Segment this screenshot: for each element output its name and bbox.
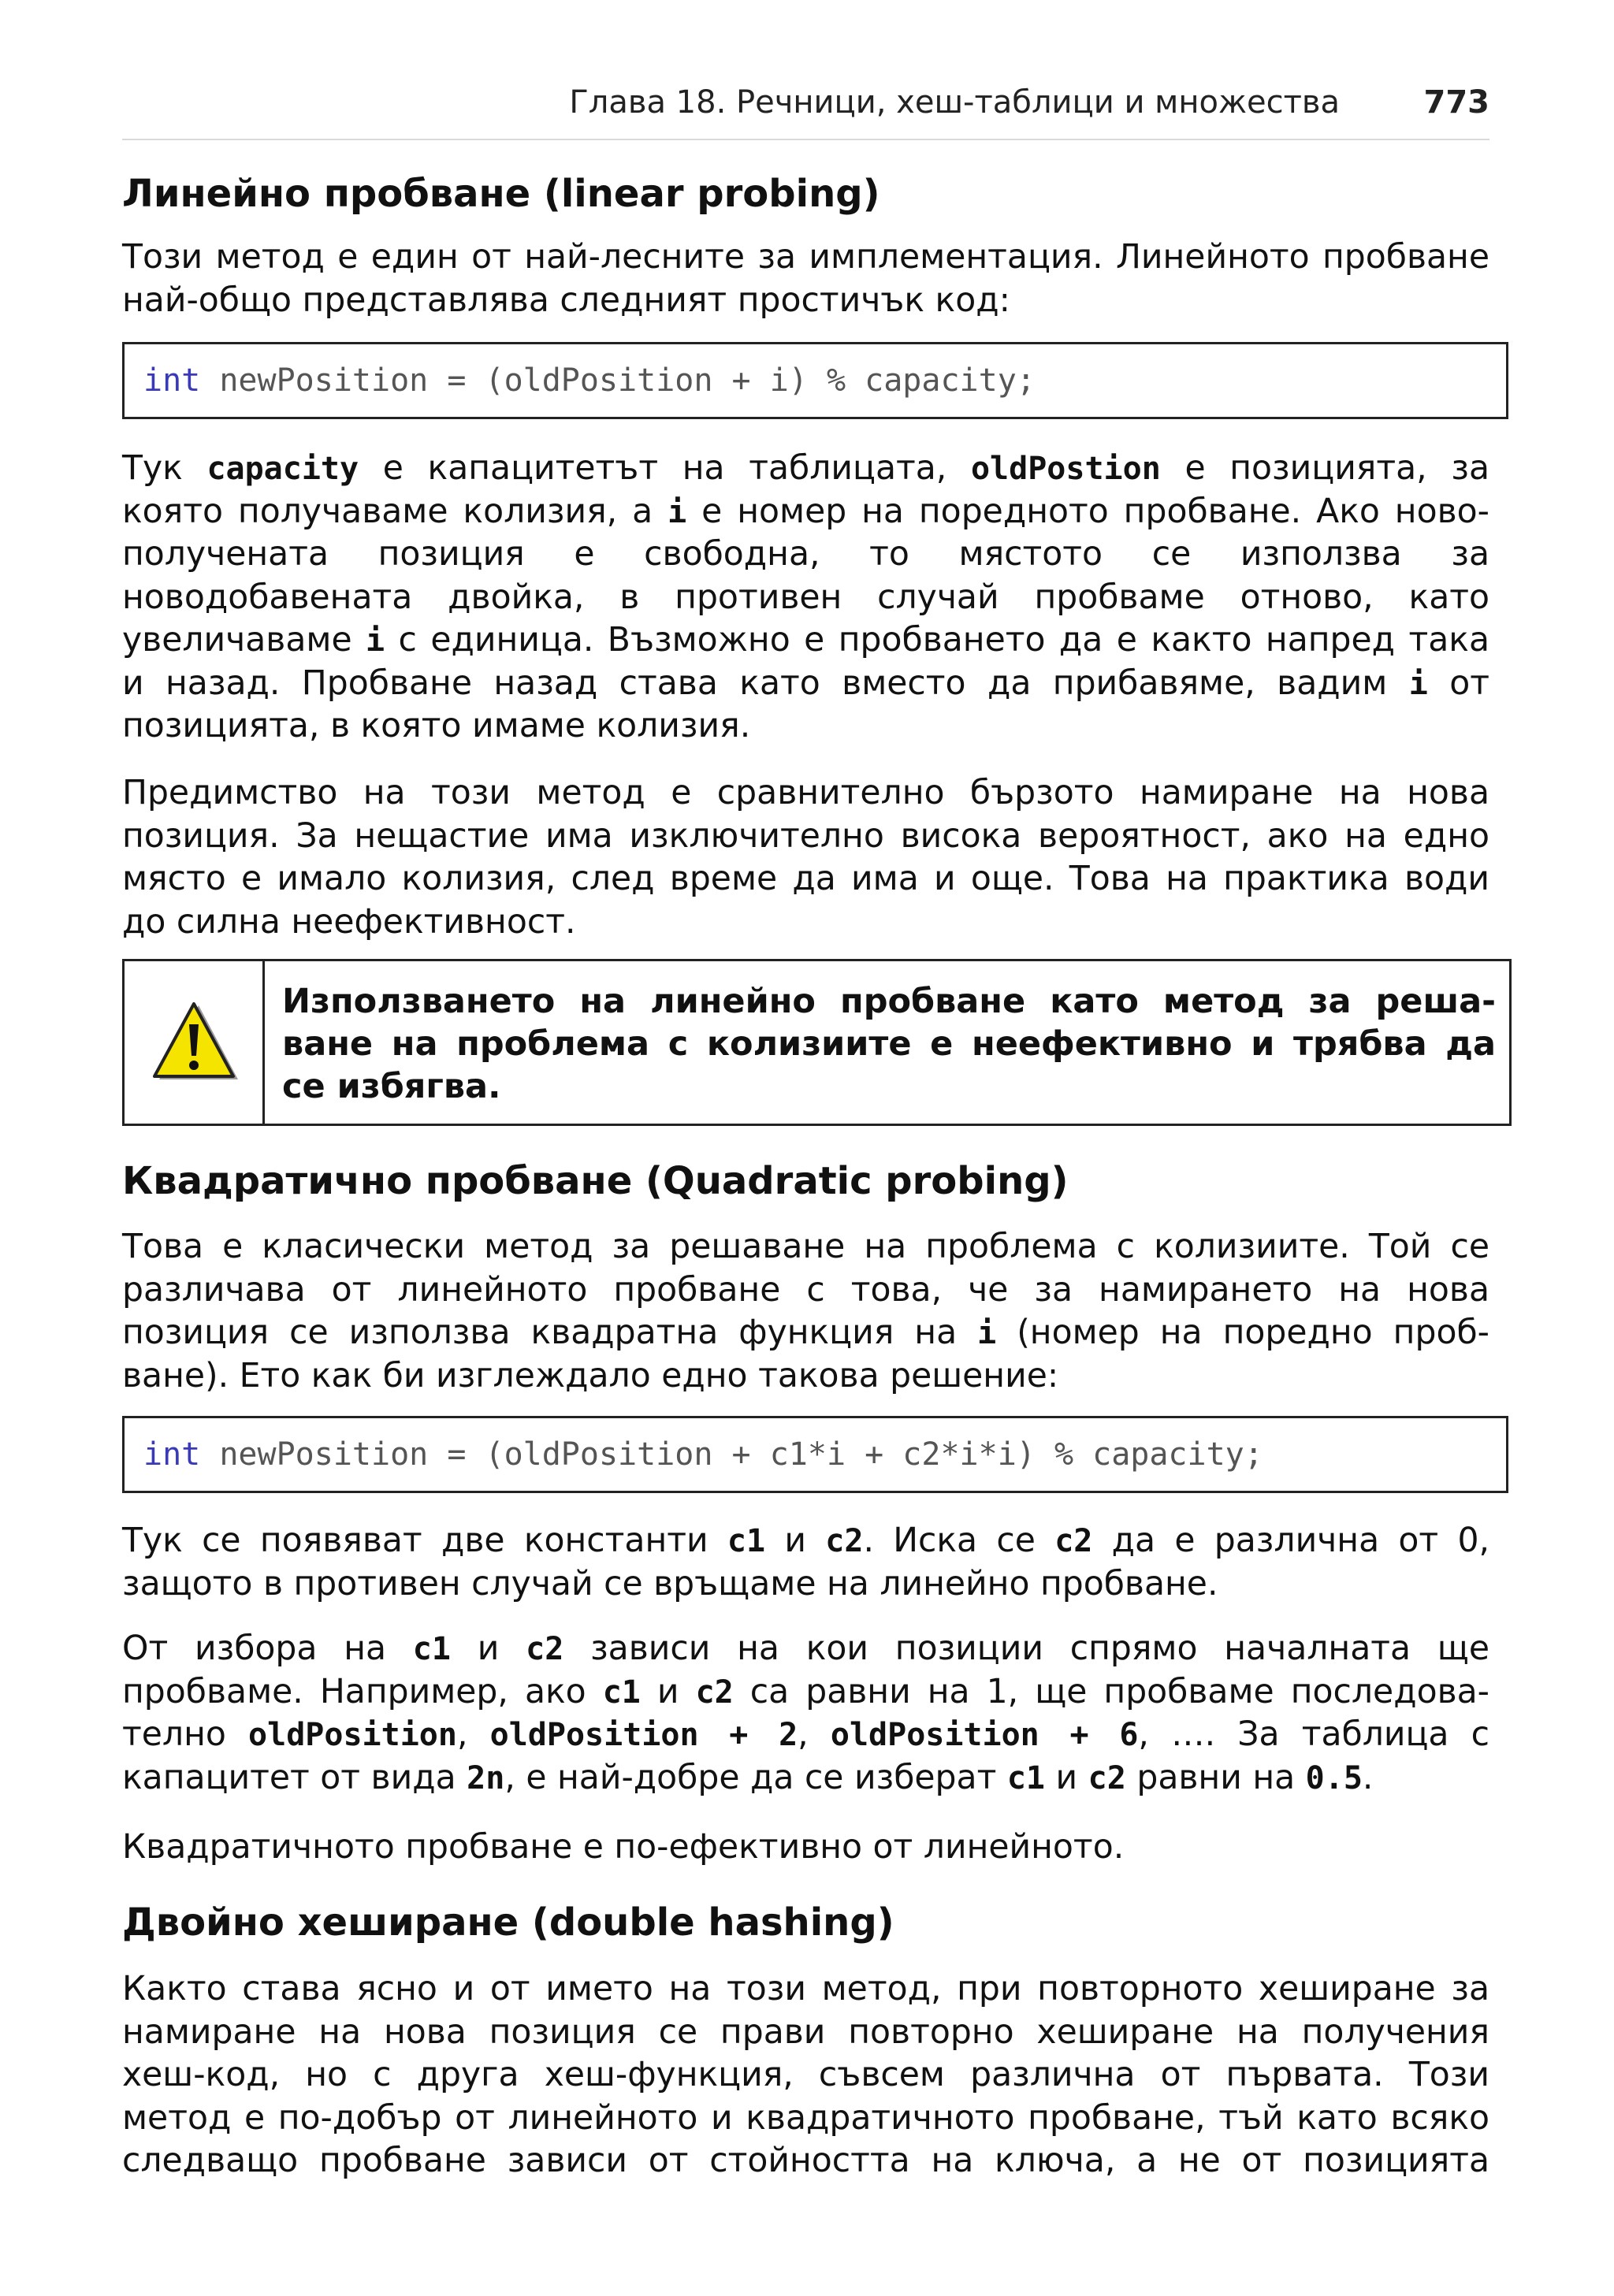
heading-double-hashing: Двойно хеширане (double hashing)	[122, 1900, 894, 1945]
text-line: ване на проблема с колизиите е неефективно и трябва да	[282, 1024, 1496, 1064]
paragraph-quadratic-intro	[122, 1226, 1489, 1398]
code-keyword: int	[143, 362, 201, 399]
text-run: позиция се използва квадратна функция на	[122, 1313, 978, 1352]
paragraph-quadratic-conclusion	[122, 1826, 1489, 1870]
inline-code: i	[668, 493, 687, 530]
text-run: е позицията, за	[1160, 449, 1489, 488]
text-run: Тук	[122, 449, 207, 488]
text-line	[122, 448, 1489, 491]
text-run: Тук се появяват две константи	[122, 1521, 727, 1560]
text-line	[122, 1628, 1489, 1671]
text-run: от	[1427, 663, 1489, 703]
code-keyword: int	[143, 1436, 201, 1473]
inline-code: c2	[526, 1631, 564, 1667]
inline-code: oldPosition + 6	[830, 1717, 1139, 1753]
inline-code: oldPosition + 2	[489, 1717, 798, 1753]
text-line	[122, 1312, 1489, 1355]
warning-icon-cell	[125, 961, 265, 1124]
inline-code: oldPosition	[248, 1717, 457, 1753]
text-run: телно	[122, 1715, 249, 1754]
inline-code: 2n	[467, 1759, 505, 1796]
text-line: най-общо представлява следният простичък код:	[122, 280, 1010, 320]
inline-code: capacity	[206, 451, 359, 487]
paragraph-quadratic-constants	[122, 1520, 1489, 1606]
inline-code: c2	[1088, 1759, 1126, 1796]
paragraph-quadratic-choice	[122, 1628, 1489, 1800]
text-line: метод е по-добър от линейното и квадратичното пробване, тъй като всяко	[122, 2098, 1489, 2138]
text-line	[122, 1520, 1489, 1563]
text-line: позицията, в която имаме колизия.	[122, 707, 751, 745]
text-run: която получаваме колизия, а	[122, 492, 668, 531]
inline-code: i	[366, 622, 385, 659]
text-run: От избора на	[122, 1629, 413, 1668]
inline-code: i	[977, 1315, 997, 1351]
text-run: е капацитетът на таблицата,	[359, 449, 971, 488]
text-run: .	[1362, 1758, 1374, 1797]
code-text: newPosition = (oldPosition + c1*i + c2*i*i) % capacity;	[200, 1436, 1263, 1473]
paragraph-double-hashing	[122, 1968, 1489, 2183]
text-run: ,	[798, 1715, 831, 1754]
code-block-quadratic	[122, 1416, 1508, 1493]
text-line: ване). Ето как би изглеждало едно такова решение:	[122, 1356, 1059, 1395]
text-line: следващо пробване зависи от стойността на ключа, а не от позицията	[122, 2142, 1489, 2180]
inline-code: c2	[1054, 1523, 1093, 1559]
code-text: newPosition = (oldPosition + i) % capacity;	[200, 362, 1036, 399]
text-run: (номер на поредно проб-	[996, 1313, 1489, 1352]
code-line	[143, 1434, 1263, 1475]
text-line: Предимство на този метод е сравнително бързото намиране на нова	[122, 774, 1489, 812]
paragraph-linear-explain	[122, 448, 1489, 749]
code-block-linear	[122, 342, 1508, 419]
text-line	[122, 1671, 1489, 1715]
paragraph-linear-advantage	[122, 772, 1489, 944]
text-run: . Иска се	[863, 1521, 1055, 1560]
inline-code: i	[1408, 665, 1428, 702]
text-line: Това е класически метод за решаване на проблема с колизиите. Той се	[122, 1228, 1489, 1266]
text-line: място е имало колизия, след време да има и още. Това на практика води	[122, 860, 1489, 898]
text-run: да е различна от 0,	[1092, 1521, 1489, 1560]
warning-triangle-icon	[150, 1001, 241, 1086]
text-line: новодобавената двойка, в противен случай пробваме отново, като	[122, 578, 1489, 617]
text-line: Използването на линейно пробване като метод за реша-	[282, 982, 1496, 1021]
text-run: зависи на кои позиции спрямо началната ще	[563, 1629, 1489, 1668]
warning-note-box	[122, 959, 1512, 1126]
text-line	[122, 1714, 1489, 1757]
inline-code: c1	[727, 1523, 766, 1559]
text-run: е номер на поредното пробване. Ако ново-	[686, 492, 1489, 531]
text-run: и	[450, 1629, 526, 1668]
text-line: хеш-код, но с друга хеш-функция, съвсем различна от първата. Този	[122, 2056, 1489, 2094]
text-run: и назад. Пробване назад става като вместо да прибавяме, вадим	[122, 663, 1409, 703]
inline-code: 0.5	[1305, 1759, 1363, 1796]
text-line: Този метод е един от най-лесните за имплементация. Линейното пробване	[122, 238, 1489, 277]
text-run: и	[765, 1521, 826, 1560]
text-run: са равни на 1, ще пробваме последова-	[733, 1672, 1490, 1711]
text-line: получената позиция е свободна, то мястото се използва за	[122, 535, 1489, 574]
chapter-title: Глава 18. Речници, хеш-таблици и множества	[569, 84, 1340, 121]
text-run: пробваме. Например, ако	[122, 1672, 603, 1711]
text-line: до силна неефективност.	[122, 902, 576, 942]
text-line: Квадратичното пробване е по-ефективно от линейното.	[122, 1828, 1125, 1867]
inline-code: c2	[695, 1674, 734, 1711]
paragraph-linear-intro	[122, 236, 1489, 322]
text-run: ,	[456, 1715, 490, 1754]
text-line: различава от линейното пробване с това, че за намирането на нова	[122, 1270, 1489, 1310]
heading-quadratic-probing: Квадратично пробване (Quadratic probing)	[122, 1159, 1069, 1203]
text-line: Както става ясно и от името на този метод, при повторното хеширане за	[122, 1970, 1489, 2008]
text-run: капацитет от вида	[122, 1758, 467, 1797]
text-line	[122, 491, 1489, 534]
text-run: и	[1045, 1758, 1088, 1797]
text-line	[122, 663, 1489, 706]
inline-code: c1	[602, 1674, 641, 1711]
text-line	[122, 1757, 1489, 1800]
text-run: и	[640, 1672, 696, 1711]
inline-code: c2	[825, 1523, 864, 1559]
warning-message	[282, 980, 1496, 1108]
text-line: намиране на нова позиция се прави повторно хеширане на получения	[122, 2012, 1489, 2052]
text-run: с единица. Възможно е пробването да е както напред така	[385, 621, 1489, 659]
text-line: позиция. За нещастие има изключително висока вероятност, ако на едно	[122, 816, 1489, 856]
code-line	[143, 360, 1036, 401]
text-line	[122, 619, 1489, 663]
inline-code: c1	[1006, 1759, 1046, 1796]
page-number: 773	[1423, 84, 1489, 121]
text-run: , е най-добре да се изберат	[504, 1758, 1007, 1797]
inline-code: c1	[412, 1631, 451, 1667]
text-run: равни на	[1125, 1758, 1306, 1797]
text-line: защото в противен случай се връщаме на линейно пробване.	[122, 1564, 1218, 1603]
inline-code: oldPostion	[970, 451, 1161, 487]
text-line: се избягва.	[282, 1067, 501, 1106]
heading-linear-probing: Линейно пробване (linear probing)	[122, 172, 880, 216]
text-run: , …. За таблица с	[1138, 1715, 1490, 1754]
page-header	[122, 82, 1489, 140]
text-run: увеличаваме	[122, 621, 366, 659]
